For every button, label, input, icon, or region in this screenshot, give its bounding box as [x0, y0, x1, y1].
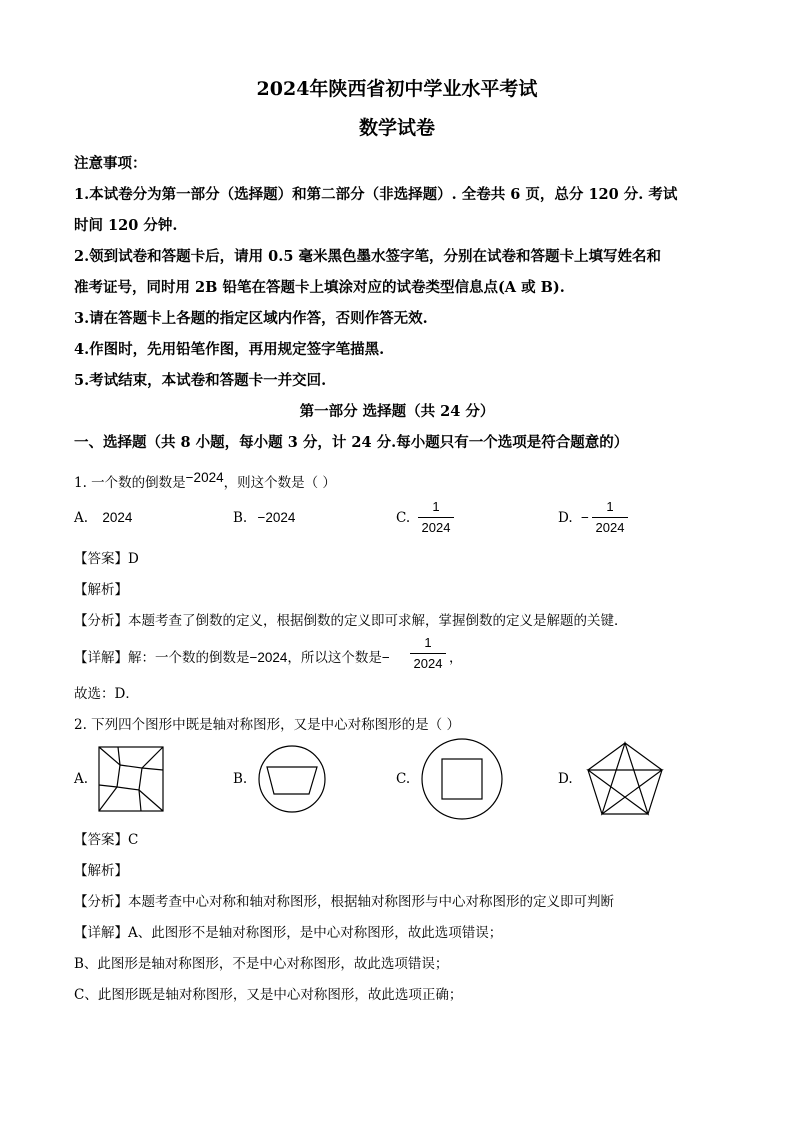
note-2-line-2: 准考证号，同时用 2B 铅笔在答题卡上填涂对应的试卷类型信息点(A 或 B). [74, 279, 565, 296]
q1-stem-suffix: ，则这个数是（ ） [223, 475, 336, 491]
notes-heading: 注意事项： [74, 155, 147, 172]
note-1-line-2: 时间 120 分钟. [74, 217, 178, 234]
q1-option-a-label: A. [74, 510, 89, 526]
q2-xiangjie-tag: 【详解】 [74, 925, 128, 941]
part-title: 第一部分 选择题（共 24 分） [299, 403, 495, 420]
q2-figure-c [421, 738, 503, 820]
q1-xiangjie-tag: 【详解】 [74, 650, 128, 666]
q1-xiangjie-suffix: ， [449, 650, 463, 666]
q1-answer-value: D [128, 551, 139, 567]
q1-option-d-fraction [592, 499, 628, 536]
note-4: 4.作图时，先用铅笔作图，再用规定签字笔描黑. [74, 341, 385, 358]
q1-option-c-fraction [418, 499, 454, 536]
q1-xiangjie-prefix: 解：一个数的倒数是 [128, 650, 250, 666]
q1-option-b-value: −2024 [257, 510, 296, 525]
fraction-bar [418, 517, 454, 518]
q1-option-c-numerator: 1 [432, 499, 440, 514]
q1-xiangjie-mid: ，所以这个数是 [287, 650, 382, 666]
note-2-line-1: 2.领到试卷和答题卡后，请用 0.5 毫米黑色墨水签字笔，分别在试卷和答题卡上填写姓名和 [74, 248, 661, 265]
note-3: 3.请在答题卡上各题的指定区域内作答，否则作答无效. [74, 310, 428, 327]
q1-fenxi [74, 609, 628, 629]
q2-fenxi [74, 890, 614, 910]
q2-option-d-label: D. [558, 771, 573, 787]
q1-option-d-label: D. [558, 510, 573, 526]
q2-fenxi-tag: 【分析】 [74, 894, 128, 910]
fraction-bar [592, 517, 628, 518]
q1-option-b-label: B. [233, 510, 248, 526]
q1-stem [74, 471, 336, 491]
q1-xiangjie-denominator: 2024 [413, 656, 443, 671]
q1-option-d-denominator: 2024 [595, 520, 625, 535]
q1-option-a [74, 510, 132, 526]
q1-fenxi-tag: 【分析】 [74, 613, 128, 629]
q1-xiangjie-sign: − [381, 650, 390, 665]
note-1-line-1: 1.本试卷分为第一部分（选择题）和第二部分（非选择题）. 全卷共 6 页，总分 120 分. 考试 [74, 186, 678, 203]
q2-jiexi-tag: 【解析】 [74, 863, 128, 879]
q1-option-a-value: 2024 [102, 510, 133, 525]
q2-answer-value: C [128, 832, 139, 848]
q1-option-c-denominator: 2024 [421, 520, 451, 535]
q2-answer [74, 828, 138, 848]
q1-option-b [233, 510, 295, 526]
exam-subtitle: 数学试卷 [358, 117, 435, 139]
q2-xiangjie-a-text: A、此图形不是轴对称图形，是中心对称图形，故此选项错误； [128, 925, 503, 941]
q1-xiangjie [74, 646, 390, 666]
q1-fenxi-text: 本题考查了倒数的定义，根据倒数的定义即可求解，掌握倒数的定义是解题的关键． [128, 613, 628, 629]
exam-title: 2024年陕西省初中学业水平考试 [256, 78, 538, 100]
q1-answer-tag: 【答案】 [74, 551, 128, 567]
q2-xiangjie-b: B、此图形是轴对称图形，不是中心对称图形，故此选项错误； [74, 956, 449, 972]
q1-option-c-label: C. [396, 510, 411, 526]
q1-answer [74, 547, 139, 567]
q2-option-b-label: B. [233, 771, 248, 787]
q1-option-d-sign: − [581, 510, 589, 525]
q1-conclusion: 故选：D． [74, 686, 139, 702]
q1-stem-value: −2024 [185, 470, 224, 485]
q1-xiangjie-value: −2024 [249, 650, 288, 665]
q2-fenxi-text: 本题考查中心对称和轴对称图形，根据轴对称图形与中心对称图形的定义即可判断 [128, 894, 614, 910]
note-5: 5.考试结束，本试卷和答题卡一并交回. [74, 372, 327, 389]
q2-figure-a [98, 746, 164, 812]
q1-stem-prefix: 1. 一个数的倒数是 [74, 475, 186, 491]
q1-xiangjie-numerator: 1 [424, 635, 432, 650]
section-heading: 一、选择题（共 8 小题，每小题 3 分，计 24 分.每小题只有一个选项是符合题意的） [74, 434, 629, 451]
q1-xiangjie-fraction [410, 635, 446, 672]
q2-xiangjie-c: C、此图形既是轴对称图形，又是中心对称图形，故此选项正确； [74, 987, 463, 1003]
q2-xiangjie-a [74, 921, 502, 941]
q2-figure-b [258, 745, 326, 813]
q1-option-d-numerator: 1 [606, 499, 614, 514]
q2-option-a-label: A. [74, 771, 89, 787]
q2-option-c-label: C. [396, 771, 411, 787]
q2-stem: 2. 下列四个图形中既是轴对称图形，又是中心对称图形的是（ ） [74, 717, 460, 733]
fraction-bar [410, 653, 446, 654]
q1-jiexi-tag: 【解析】 [74, 582, 128, 598]
q2-answer-tag: 【答案】 [74, 832, 128, 848]
q2-figure-d [586, 742, 664, 816]
